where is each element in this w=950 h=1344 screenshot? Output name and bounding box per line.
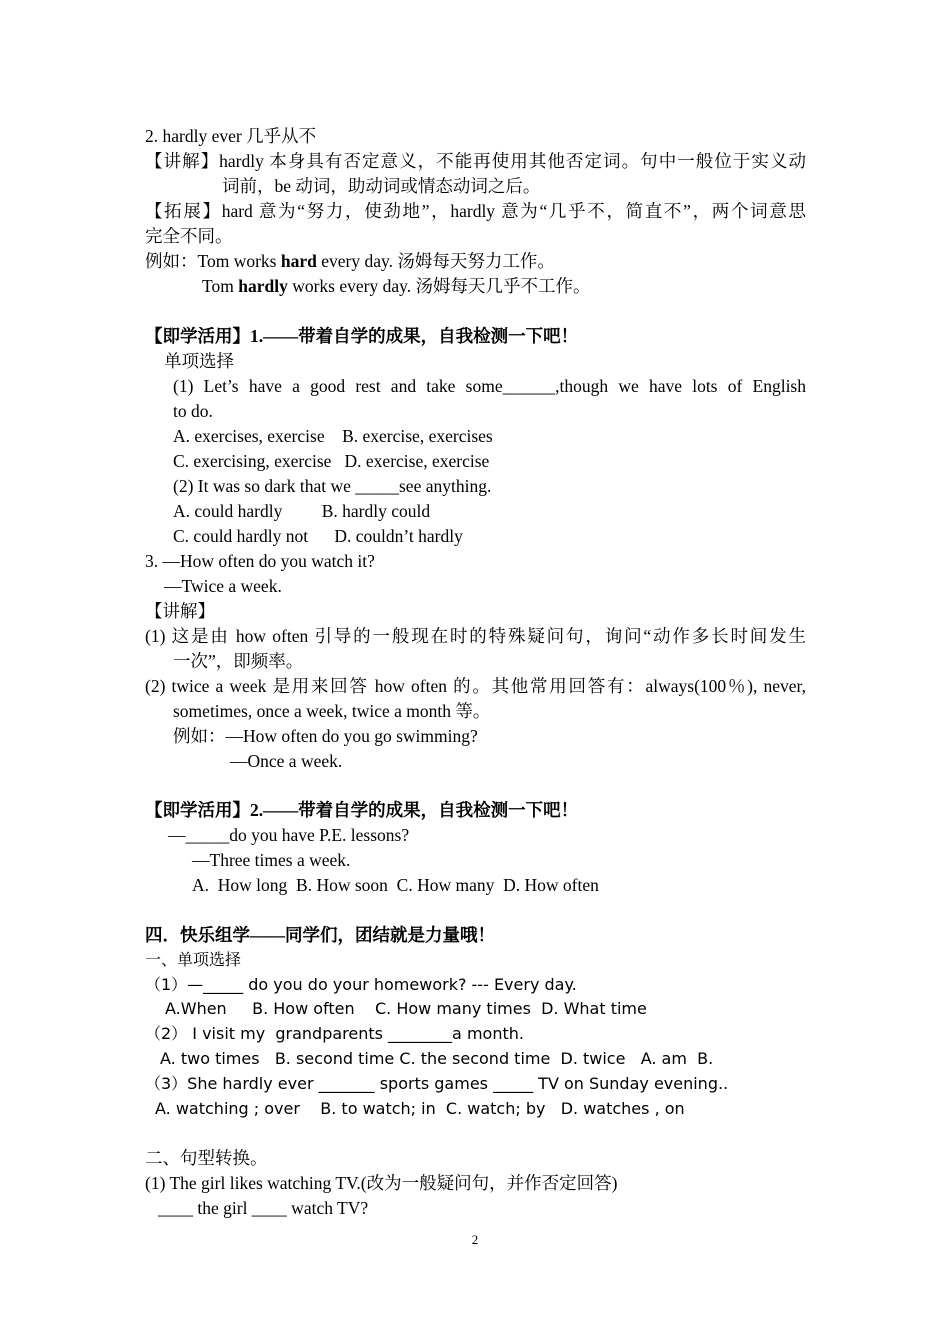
options-line: C. exercising, exercise D. exercise, exercise	[173, 451, 490, 471]
example-line: 例如：—How often do you go swimming?	[173, 726, 478, 746]
question-2: (2) It was so dark that we _____see anything.	[173, 476, 492, 496]
question-line: （1）—_____ do you do your homework? --- Every day.	[145, 975, 577, 994]
options-line: A. two times B. second time C. the second time D. twice A. am B.	[160, 1049, 714, 1068]
options-line: A. exercises, exercise B. exercise, exercises	[173, 426, 493, 446]
explanation-line: 【讲解】hardly 本身具有否定意义，不能再使用其他否定词。句中一般位于实义动	[145, 151, 806, 171]
options-line: A.When B. How often C. How many times D. What time	[165, 999, 647, 1018]
explanation-line: 词前，be 动词，助动词或情态动词之后。	[222, 176, 541, 196]
question-line: (1) The girl likes watching TV.(改为一般疑问句，并作否定回答)	[145, 1173, 618, 1193]
dialogue-line: —Twice a week.	[164, 576, 282, 596]
question-line: （2） I visit my grandparents ________a month.	[145, 1024, 524, 1043]
options-line: A. watching ; over B. to watch; in C. watch; by D. watches , on	[155, 1099, 685, 1118]
section-label: 一、单项选择	[145, 952, 242, 969]
options-line: C. could hardly not D. couldn’t hardly	[173, 526, 463, 546]
dialogue-line: —Three times a week.	[192, 850, 351, 870]
question-line: （3）She hardly ever _______ sports games _____ TV on Sunday evening..	[145, 1074, 729, 1093]
extension-line: 完全不同。	[145, 226, 233, 246]
practice-heading-1: 【即学活用】1.——带着自学的成果，自我检测一下吧！	[145, 326, 579, 346]
example-line: —Once a week.	[230, 751, 343, 771]
practice-heading-2: 【即学活用】2.——带着自学的成果，自我检测一下吧！	[145, 800, 579, 820]
explanation-line: sometimes, once a week, twice a month 等。	[173, 701, 491, 721]
example-line: Tom hardly works every day. 汤姆每天几乎不工作。	[202, 276, 591, 296]
section-label: 二、句型转换。	[145, 1148, 268, 1168]
question-1: (1) Let’s have a good rest and take some______,though we have lots of English	[173, 376, 806, 396]
example-line: 例如：Tom works hard every day. 汤姆每天努力工作。	[145, 251, 555, 271]
question-line: ____ the girl ____ watch TV?	[158, 1198, 369, 1218]
question-line: —_____do you have P.E. lessons?	[168, 825, 410, 845]
explanation-label: 【讲解】	[145, 601, 215, 621]
explanation-line: 一次”，即频率。	[173, 651, 304, 671]
section-label: 单项选择	[164, 351, 234, 371]
section-heading-4: 四．快乐组学——同学们，团结就是力量哦！	[145, 925, 495, 945]
explanation-line: (2) twice a week 是用来回答 how often 的。其他常用回答有：always(100％), never,	[145, 676, 806, 696]
options-line: A. could hardly B. hardly could	[173, 501, 431, 521]
heading-hardly-ever: 2. hardly ever 几乎从不	[145, 126, 317, 146]
heading-how-often: 3. —How often do you watch it?	[145, 551, 375, 571]
options-line: A. How long B. How soon C. How many D. How often	[192, 875, 599, 895]
explanation-line: (1) 这是由 how often 引导的一般现在时的特殊疑问句，询问“动作多长时间发生	[145, 626, 806, 646]
question-1-cont: to do.	[173, 401, 213, 421]
page-number: 2	[471, 1232, 479, 1247]
extension-line: 【拓展】hard 意为“努力，使劲地”，hardly 意为“几乎不，简直不”，两个词意思	[145, 201, 806, 221]
